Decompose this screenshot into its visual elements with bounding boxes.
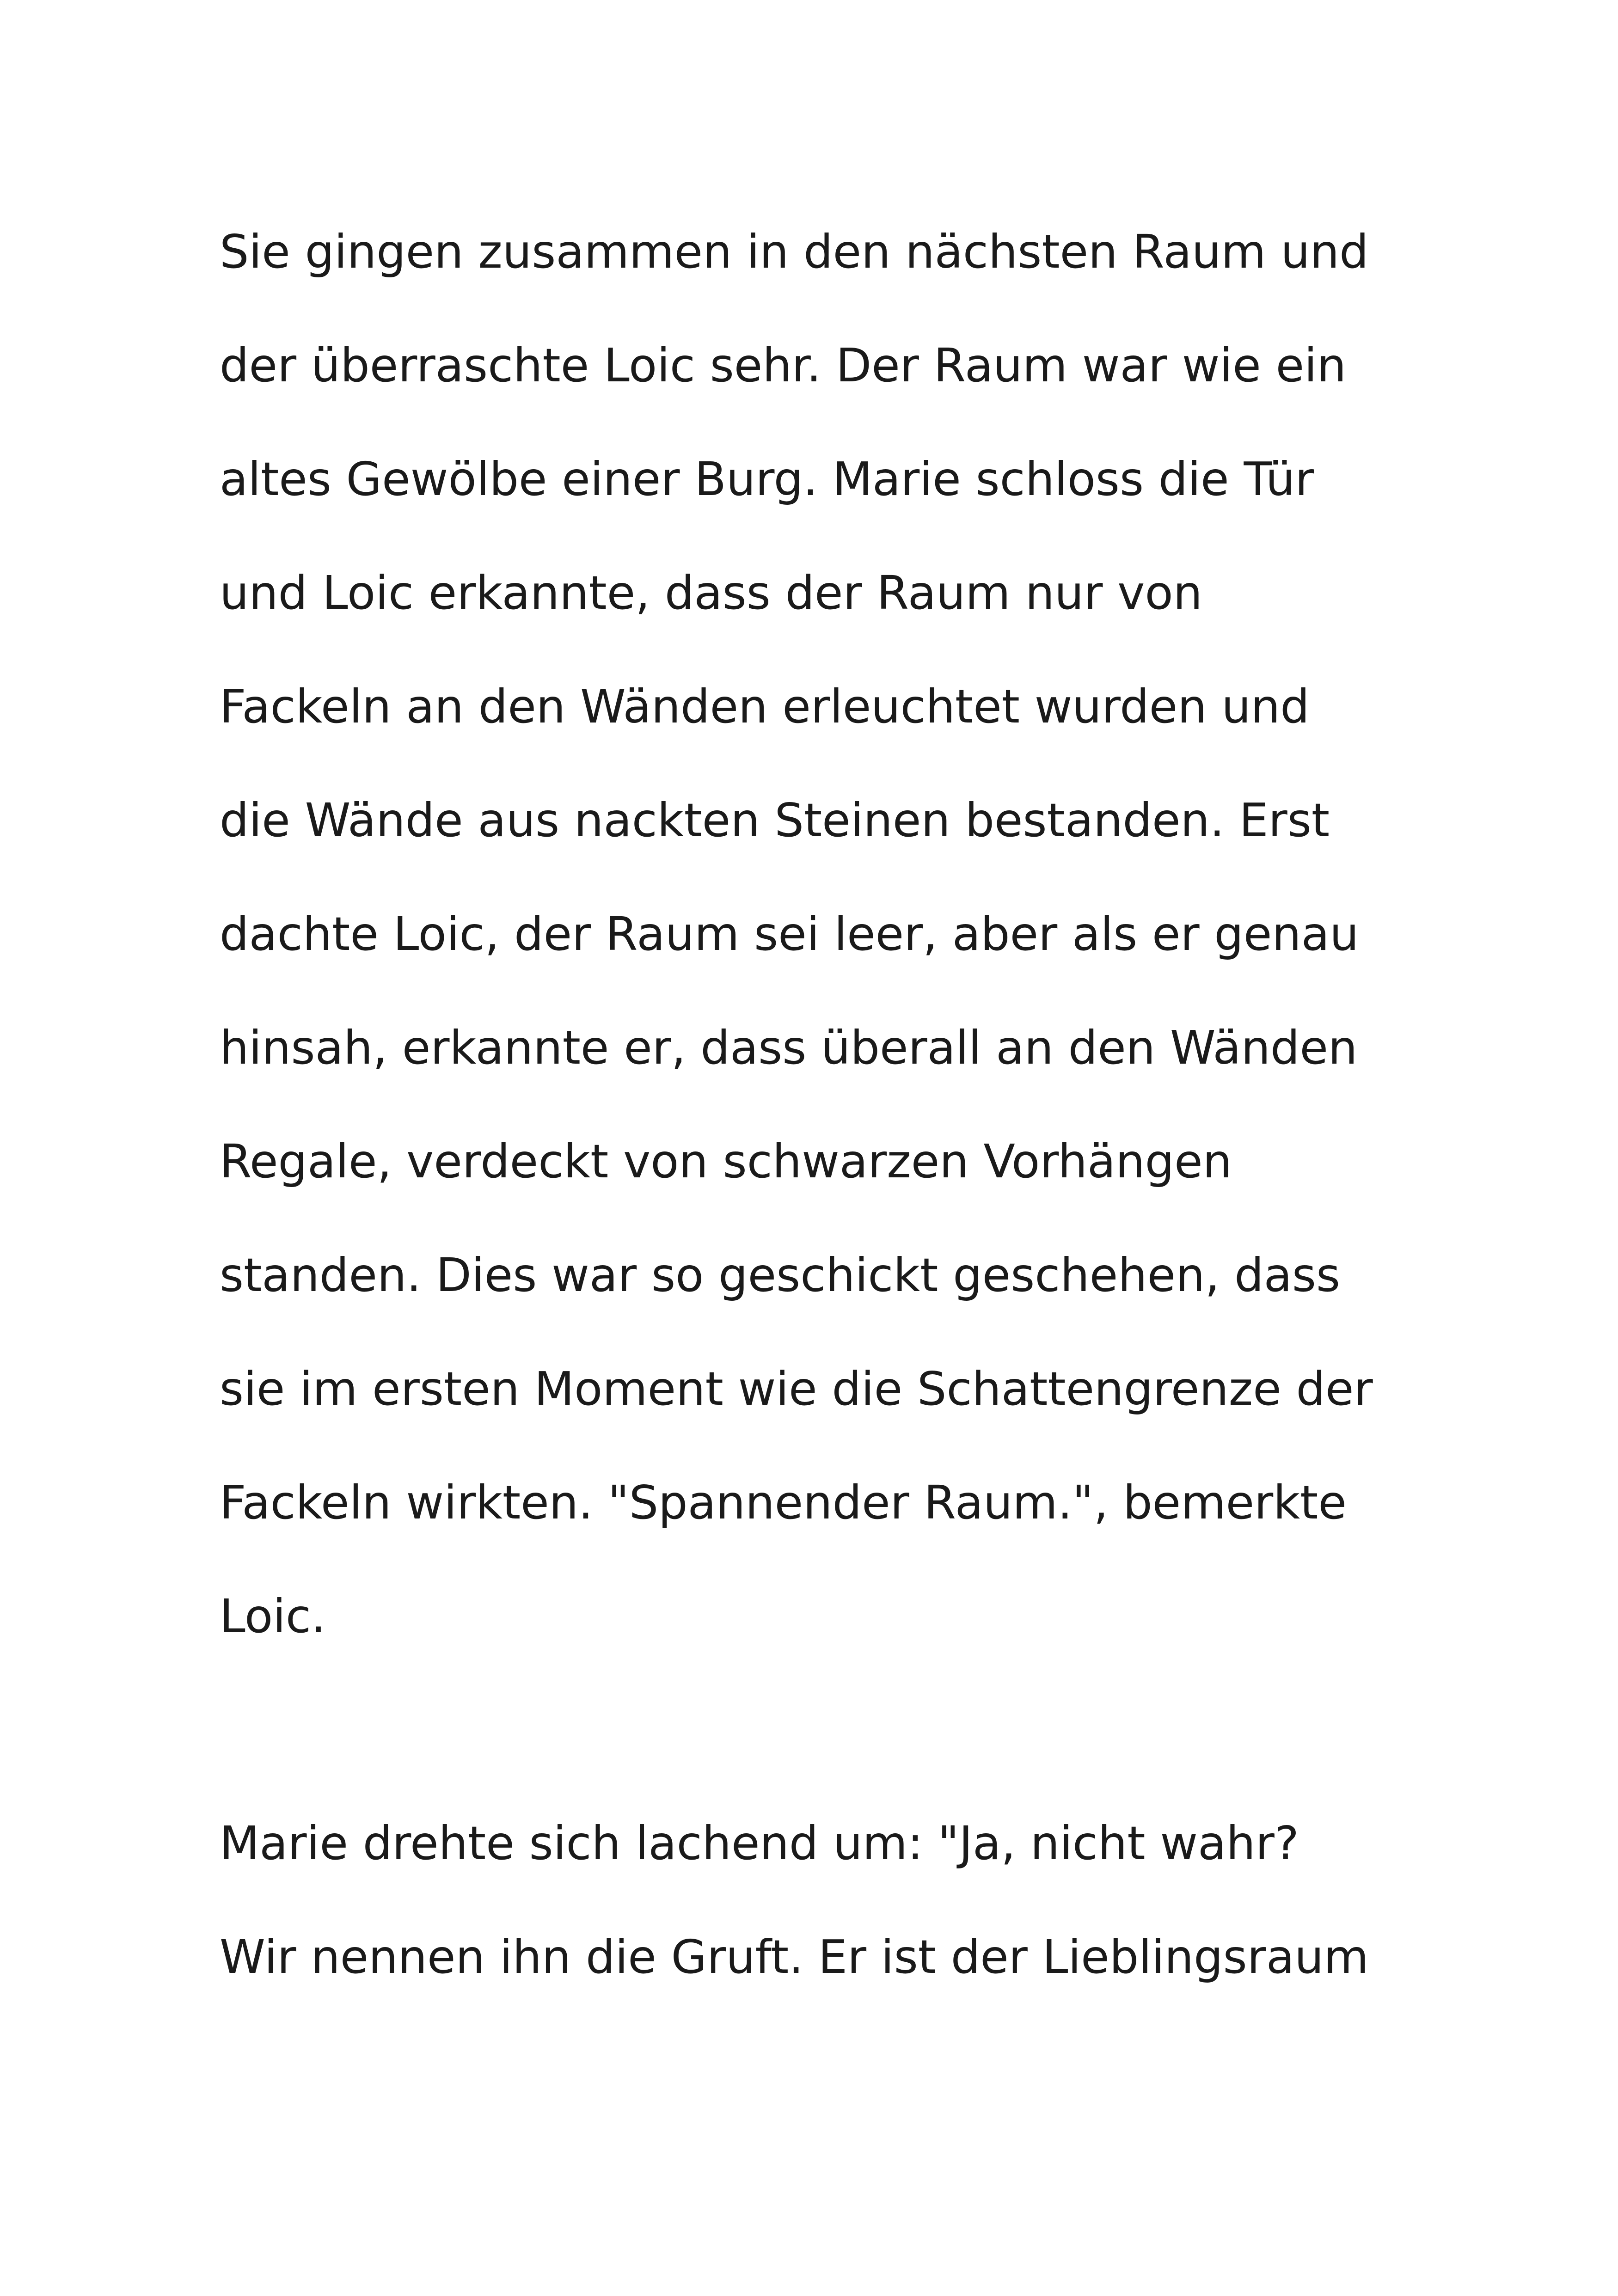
text-line: Fackeln an den Wänden erleuchtet wurden und <box>220 680 1310 734</box>
text-line: dachte Loic, der Raum sei leer, aber als er genau <box>220 907 1359 961</box>
text-line: altes Gewölbe einer Burg. Marie schloss die Tür <box>220 452 1314 506</box>
text-line: die Wände aus nackten Steinen bestanden. Erst <box>220 793 1330 847</box>
text-line: Wir nennen ihn die Gruft. Er ist der Lieblingsraum <box>220 1930 1369 1984</box>
text-line: sie im ersten Moment wie die Schattengrenze der <box>220 1362 1373 1416</box>
text-line: Regale, verdeckt von schwarzen Vorhängen <box>220 1134 1232 1188</box>
text-line: standen. Dies war so geschickt geschehen, dass <box>220 1248 1341 1302</box>
text-line: Loic. <box>220 1589 326 1643</box>
text-line: Marie drehte sich lachend um: "Ja, nicht wahr? <box>220 1816 1299 1870</box>
text-line: der überraschte Loic sehr. Der Raum war wie ein <box>220 338 1347 392</box>
text-line: und Loic erkannte, dass der Raum nur von <box>220 566 1203 620</box>
text-line: Fackeln wirkten. "Spannender Raum.", bemerkte <box>220 1476 1347 1530</box>
text-line: hinsah, erkannte er, dass überall an den Wänden <box>220 1021 1358 1075</box>
text-line: Sie gingen zusammen in den nächsten Raum und <box>220 225 1369 279</box>
